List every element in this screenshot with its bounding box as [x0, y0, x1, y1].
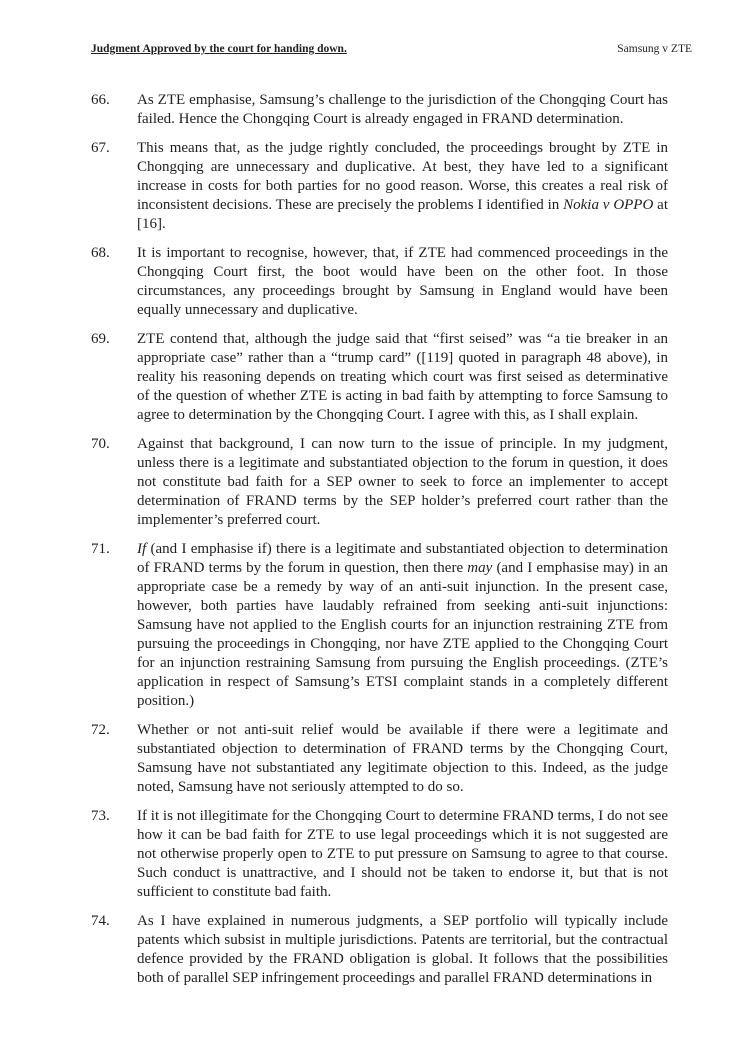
paragraph — [91, 330, 668, 425]
paragraph-text — [137, 139, 668, 234]
paragraph-text — [137, 721, 668, 797]
paragraph-number: 68. — [91, 245, 110, 261]
paragraph — [91, 912, 668, 988]
text-segment: at [16]. — [137, 197, 668, 232]
paragraph-number: 73. — [91, 808, 110, 824]
paragraph-number: 71. — [91, 541, 110, 557]
paragraph — [91, 540, 668, 711]
paragraph — [91, 244, 668, 320]
italic-text-segment: may — [467, 560, 493, 576]
text-segment: It is important to recognise, however, that, if ZTE had commenced proceedings in the Chongqing Court first, the boot would have been on the other foot. In those circumstances, any proceedings brought by Samsung in England would have been equally unnecessary and duplicative. — [137, 245, 668, 318]
paragraph — [91, 435, 668, 530]
document-body — [91, 91, 668, 998]
text-segment: This means that, as the judge rightly concluded, the proceedings brought by ZTE in Chongqing are unnecessary and duplicative. At best, they have led to a significant increase in costs for both parties for no good reason. Worse, this creates a real risk of inconsistent decisions. These are precisely the problems I identified in — [137, 140, 668, 213]
paragraph-number: 70. — [91, 436, 110, 452]
paragraph — [91, 721, 668, 797]
paragraph-text — [137, 435, 668, 530]
paragraph-number: 74. — [91, 913, 110, 929]
paragraph-text — [137, 330, 668, 425]
italic-text-segment: Nokia v OPPO — [563, 197, 654, 213]
page-header — [91, 42, 692, 56]
paragraph — [91, 139, 668, 234]
text-segment: Whether or not anti-suit relief would be available if there were a legitimate and substantiated objection to determination of FRAND terms by the Chongqing Court, Samsung have not substantiated any legitimate objection to this. Indeed, as the judge noted, Samsung have not seriously attempted to do so. — [137, 722, 668, 795]
text-segment: As ZTE emphasise, Samsung’s challenge to the jurisdiction of the Chongqing Court has failed. Hence the Chongqing Court is already engaged in FRAND determination. — [137, 92, 668, 127]
italic-text-segment: If — [137, 541, 147, 557]
header-approval-notice: Judgment Approved by the court for handing down. — [91, 43, 347, 55]
paragraph-text — [137, 540, 668, 711]
paragraph-text — [137, 244, 668, 320]
paragraph-number: 66. — [91, 92, 110, 108]
text-segment: (and I emphasise if) there is a legitimate and substantiated objection to determination of FRAND terms by the forum in question, then there — [137, 541, 668, 576]
paragraph — [91, 91, 668, 129]
text-segment: ZTE contend that, although the judge said that “first seised” was “a tie breaker in an appropriate case” rather than a “trump card” ([119] quoted in paragraph 48 above), in reality his reasoning depends on treating which court was first seised as determinative of the question of whether ZTE is acting in bad faith by attempting to force Samsung to agree to determination by the Chongqing Court. I agree with this, as I shall explain. — [137, 331, 668, 423]
paragraph-number: 69. — [91, 331, 110, 347]
paragraph — [91, 807, 668, 902]
text-segment: If it is not illegitimate for the Chongqing Court to determine FRAND terms, I do not see how it can be bad faith for ZTE to use legal proceedings which it is not suggested are not otherwise properly open to ZTE to put pressure on Samsung to agree to that course. Such conduct is unattractive, and I should not be taken to endorse it, but that is not sufficient to constitute bad faith. — [137, 808, 668, 900]
text-segment: (and I emphasise may) in an appropriate case be a remedy by way of an anti-suit injunction. In the present case, however, both parties have laudably refrained from seeking anti-suit injunctions: Samsung have not applied to the English courts for an injunction restraining ZTE from pursuing the proceedings in Chongqing, nor have ZTE applied to the Chongqing Court for an injunction restraining Samsung from pursuing the English proceedings. (ZTE’s application in respect of Samsung’s ETSI complaint stands in a completely different position.) — [137, 560, 669, 709]
paragraph-text — [137, 807, 668, 902]
text-segment: As I have explained in numerous judgments, a SEP portfolio will typically include patents which subsist in multiple jurisdictions. Patents are territorial, but the contractual defence provided by the FRAND obligation is global. It follows that the possibilities both of parallel SEP infringement proceedings and parallel FRAND determinations in — [137, 913, 668, 986]
paragraph-number: 72. — [91, 722, 110, 738]
paragraph-text — [137, 91, 668, 129]
paragraph-number: 67. — [91, 140, 110, 156]
header-case-name: Samsung v ZTE — [617, 43, 692, 55]
paragraph-text — [137, 912, 668, 988]
text-segment: Against that background, I can now turn to the issue of principle. In my judgment, unless there is a legitimate and substantiated objection to the forum in question, it does not constitute bad faith for a SEP owner to seek to force an implementer to accept determination of FRAND terms by the SEP holder’s preferred court rather than the implementer’s preferred court. — [137, 436, 668, 528]
